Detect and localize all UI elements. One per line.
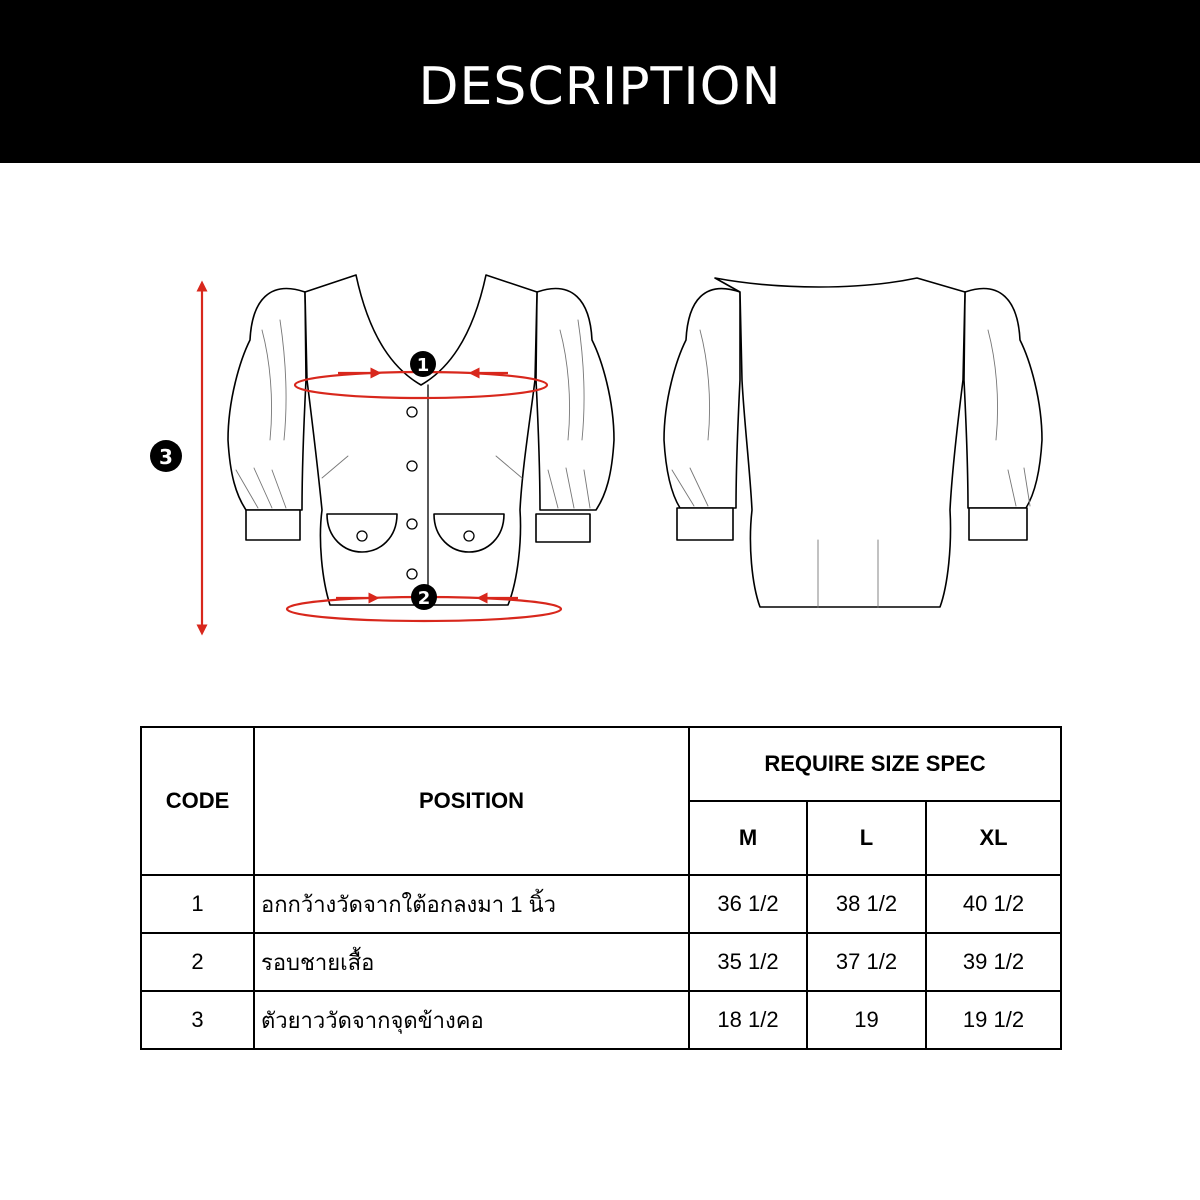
back-right-sleeve <box>964 289 1042 508</box>
back-view-drawing <box>664 278 1042 607</box>
row-value-m: 18 1/2 <box>689 991 807 1049</box>
row-value-xl: 19 1/2 <box>926 991 1061 1049</box>
row-value-m: 36 1/2 <box>689 875 807 933</box>
row-value-l: 38 1/2 <box>807 875 926 933</box>
row-code: 3 <box>141 991 254 1049</box>
table-row <box>141 991 1061 1049</box>
header-size-xl: XL <box>926 801 1061 875</box>
front-right-sleeve <box>536 289 614 510</box>
marker-badge-2 <box>411 584 437 610</box>
back-body <box>715 278 965 607</box>
table-row <box>141 875 1061 933</box>
row-value-l: 37 1/2 <box>807 933 926 991</box>
front-right-cuff <box>536 514 590 542</box>
row-position: อกกว้างวัดจากใต้อกลงมา 1 นิ้ว <box>254 875 689 933</box>
table-row <box>141 933 1061 991</box>
header-code: CODE <box>141 727 254 875</box>
page-title: DESCRIPTION <box>418 56 782 117</box>
front-left-cuff <box>246 510 300 540</box>
header-size-m: M <box>689 801 807 875</box>
back-right-cuff <box>969 508 1027 540</box>
header-size-spec: REQUIRE SIZE SPEC <box>689 727 1061 801</box>
marker-badge-1 <box>410 351 436 377</box>
row-code: 2 <box>141 933 254 991</box>
marker-label: 3 <box>159 445 173 469</box>
row-value-xl: 39 1/2 <box>926 933 1061 991</box>
header-size-l: L <box>807 801 926 875</box>
row-value-m: 35 1/2 <box>689 933 807 991</box>
row-value-xl: 40 1/2 <box>926 875 1061 933</box>
size-spec-table <box>140 726 1062 1050</box>
marker-label: 1 <box>416 355 430 376</box>
front-view-drawing <box>228 275 614 605</box>
row-code: 1 <box>141 875 254 933</box>
back-left-cuff <box>677 508 733 540</box>
marker-badge-3 <box>150 440 182 472</box>
header-position: POSITION <box>254 727 689 875</box>
front-body <box>305 275 537 605</box>
row-value-l: 19 <box>807 991 926 1049</box>
row-position: ตัวยาววัดจากจุดข้างคอ <box>254 991 689 1049</box>
marker-label: 2 <box>417 588 431 609</box>
row-position: รอบชายเสื้อ <box>254 933 689 991</box>
